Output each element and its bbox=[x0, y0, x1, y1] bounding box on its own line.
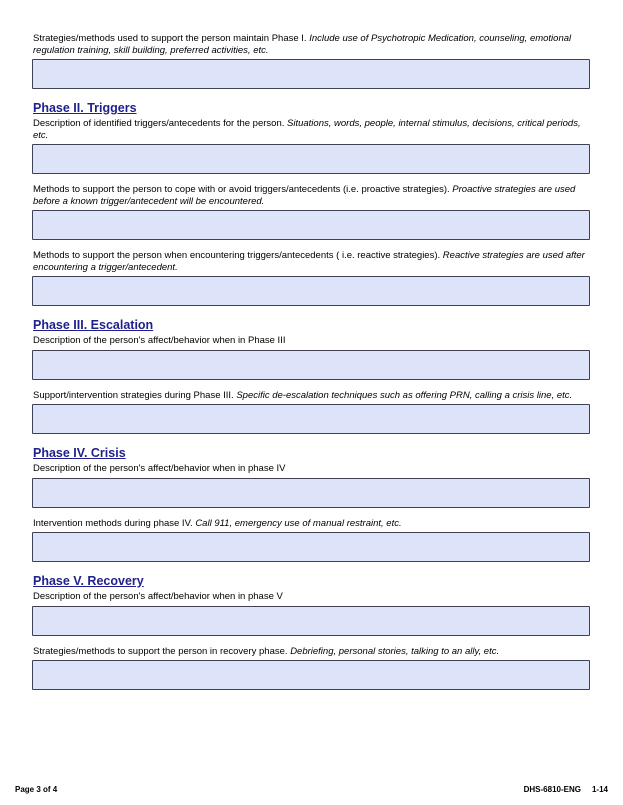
field-label-text: Intervention methods during phase IV. bbox=[33, 517, 196, 529]
phase2-heading: Phase II. Triggers bbox=[33, 101, 137, 115]
phase4-intervention-methods-field bbox=[32, 518, 590, 563]
field-label bbox=[33, 463, 590, 475]
phase5-behavior-description-input[interactable] bbox=[32, 606, 590, 636]
phase2-proactive-strategies-field bbox=[32, 184, 590, 240]
page-number: Page 3 of 4 bbox=[15, 785, 58, 794]
phase4-heading: Phase IV. Crisis bbox=[33, 446, 126, 460]
phase5-recovery-strategies-field bbox=[32, 646, 590, 691]
field-hint: Reactive strategies are used after encountering a trigger/antecedent. bbox=[33, 250, 585, 273]
phase2-triggers-description-field bbox=[32, 118, 590, 174]
field-hint: Call 911, emergency use of manual restraint, etc. bbox=[195, 517, 402, 529]
phase2-proactive-strategies-input[interactable] bbox=[32, 210, 590, 240]
field-label bbox=[33, 250, 590, 273]
field-hint: Specific de-escalation techniques such as offering PRN, calling a crisis line, etc. bbox=[236, 389, 573, 401]
form-id bbox=[524, 785, 608, 795]
phase1-maintain-strategies-input[interactable] bbox=[32, 59, 590, 89]
phase3-behavior-description-field bbox=[32, 335, 590, 380]
field-label bbox=[33, 591, 590, 603]
phase2-reactive-strategies-field bbox=[32, 250, 590, 306]
field-label bbox=[33, 184, 590, 207]
phase5-recovery-strategies-input[interactable] bbox=[32, 660, 590, 690]
phase3-intervention-strategies-field bbox=[32, 390, 590, 435]
field-label-text: Strategies/methods to support the person in recovery phase. bbox=[33, 645, 291, 657]
field-hint: Debriefing, personal stories, talking to an ally, etc. bbox=[290, 645, 500, 657]
field-label-text: Support/intervention strategies during Phase III. bbox=[33, 389, 237, 401]
field-label bbox=[33, 518, 590, 530]
field-label-text: Description of the person's affect/behavior when in Phase III bbox=[33, 335, 286, 346]
field-label bbox=[33, 390, 590, 402]
field-label-text: Description of identified triggers/antecedents for the person. bbox=[33, 118, 288, 129]
phase5-behavior-description-field bbox=[32, 591, 590, 636]
phase3-intervention-strategies-input[interactable] bbox=[32, 404, 590, 434]
field-hint: Include use of Psychotropic Medication, counseling, emotional regulation training, skill building, preferred activities, etc. bbox=[33, 33, 572, 56]
revision-date: 1-14 bbox=[591, 785, 608, 794]
phase2-reactive-strategies-input[interactable] bbox=[32, 276, 590, 306]
phase3-behavior-description-input[interactable] bbox=[32, 350, 590, 380]
field-label bbox=[33, 118, 590, 141]
phase4-behavior-description-field bbox=[32, 463, 590, 508]
form-number: DHS-6810-ENG bbox=[523, 785, 581, 794]
field-hint: Situations, words, people, internal stimulus, decisions, critical periods, etc. bbox=[33, 118, 581, 141]
field-label bbox=[33, 646, 590, 658]
field-label bbox=[33, 33, 590, 56]
phase3-heading: Phase III. Escalation bbox=[33, 318, 154, 332]
field-label-text: Strategies/methods used to support the person maintain Phase I. bbox=[33, 33, 310, 44]
field-hint: Proactive strategies are used before a known trigger/antecedent will be encountered. bbox=[33, 184, 576, 207]
phase4-intervention-methods-input[interactable] bbox=[32, 532, 590, 562]
field-label-text: Description of the person's affect/behavior when in phase IV bbox=[33, 463, 286, 474]
field-label bbox=[33, 335, 590, 347]
phase4-behavior-description-input[interactable] bbox=[32, 478, 590, 508]
phase1-maintain-field bbox=[32, 33, 590, 89]
phase5-heading: Phase V. Recovery bbox=[33, 574, 144, 588]
field-label-text: Methods to support the person when encountering triggers/antecedents ( i.e. reactive strategies). bbox=[33, 250, 443, 261]
page-footer bbox=[15, 785, 608, 795]
phase2-triggers-description-input[interactable] bbox=[32, 144, 590, 174]
field-label-text: Description of the person's affect/behavior when in phase V bbox=[33, 591, 283, 602]
field-label-text: Methods to support the person to cope with or avoid triggers/antecedents (i.e. proactive strategies). bbox=[33, 184, 453, 195]
